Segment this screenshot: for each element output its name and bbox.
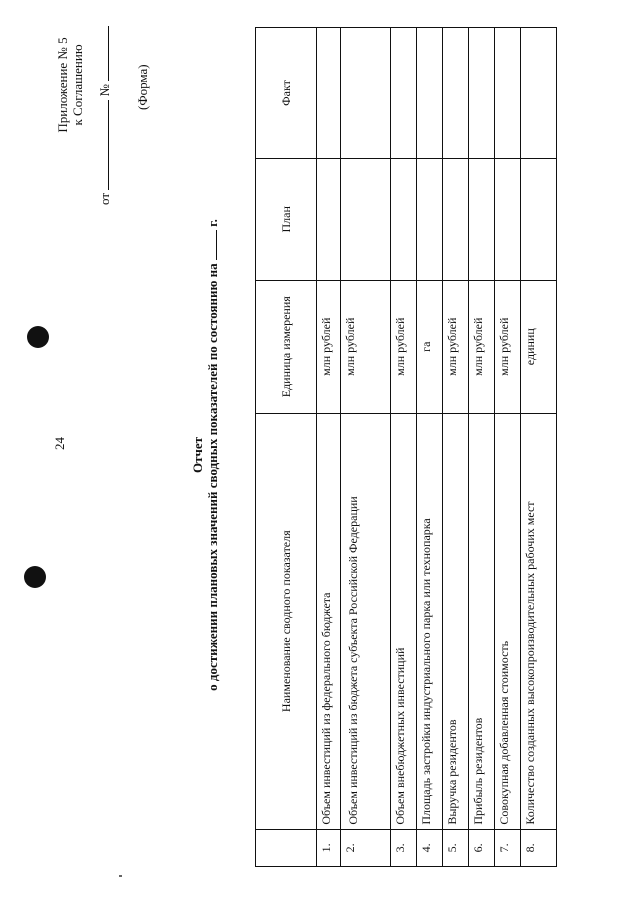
report-title bbox=[190, 155, 220, 755]
table-row bbox=[443, 28, 469, 867]
row-plan bbox=[417, 158, 443, 280]
table-row bbox=[341, 28, 391, 867]
report-year-suffix: г. bbox=[205, 219, 220, 227]
row-number: 4. bbox=[417, 829, 443, 866]
header-unit: Единица измерения bbox=[256, 280, 317, 413]
row-fact bbox=[317, 28, 341, 159]
row-number: 7. bbox=[495, 829, 521, 866]
row-plan bbox=[317, 158, 341, 280]
row-fact bbox=[469, 28, 495, 159]
row-fact bbox=[417, 28, 443, 159]
row-unit: млн рублей bbox=[443, 280, 469, 413]
row-plan bbox=[341, 158, 391, 280]
row-number: 6. bbox=[469, 829, 495, 866]
row-name: Объем инвестиций из федерального бюджета bbox=[317, 413, 341, 829]
form-label: (Форма) bbox=[135, 64, 150, 110]
report-date-blank bbox=[205, 230, 217, 260]
table-row bbox=[495, 28, 521, 867]
report-subtitle: о достижении плановых значений сводных показателей по состоянию на bbox=[205, 263, 220, 691]
annex-date-number-line bbox=[97, 5, 113, 205]
row-name: Совокупная добавленная стоимость bbox=[495, 413, 521, 829]
table-row bbox=[469, 28, 495, 867]
from-label: от bbox=[97, 192, 112, 205]
row-plan bbox=[469, 158, 495, 280]
annex-agreement: к Соглашению bbox=[70, 44, 85, 126]
date-blank bbox=[97, 100, 109, 190]
row-plan bbox=[521, 158, 557, 280]
annex-header bbox=[55, 5, 85, 165]
row-name: Количество созданных высокопроизводительных рабочих мест bbox=[521, 413, 557, 829]
row-fact bbox=[391, 28, 417, 159]
table-row bbox=[521, 28, 557, 867]
table-header-row bbox=[256, 28, 317, 867]
number-label: № bbox=[97, 84, 112, 97]
row-name: Площадь застройки индустриального парка или технопарка bbox=[417, 413, 443, 829]
row-name: Объем инвестиций из бюджета субъекта Российской Федерации bbox=[341, 413, 391, 829]
row-unit: млн рублей bbox=[495, 280, 521, 413]
row-fact bbox=[443, 28, 469, 159]
header-plan: План bbox=[256, 158, 317, 280]
row-number: 5. bbox=[443, 829, 469, 866]
table-row bbox=[417, 28, 443, 867]
report-title-line2 bbox=[205, 155, 220, 755]
page-number: 24 bbox=[52, 437, 67, 450]
row-number: 1. bbox=[317, 829, 341, 866]
row-unit: единиц bbox=[521, 280, 557, 413]
row-name: Выручка резидентов bbox=[443, 413, 469, 829]
row-unit: млн рублей bbox=[317, 280, 341, 413]
row-plan bbox=[391, 158, 417, 280]
row-unit: га bbox=[417, 280, 443, 413]
header-fact: Факт bbox=[256, 28, 317, 159]
report-title-line1: Отчет bbox=[190, 437, 205, 473]
row-fact bbox=[521, 28, 557, 159]
row-unit: млн рублей bbox=[391, 280, 417, 413]
row-name: Прибыль резидентов bbox=[469, 413, 495, 829]
header-name: Наименование сводного показателя bbox=[256, 413, 317, 829]
row-fact bbox=[495, 28, 521, 159]
annex-title: Приложение № 5 bbox=[55, 37, 70, 133]
row-number: 2. bbox=[341, 829, 391, 866]
number-blank bbox=[97, 26, 109, 81]
row-number: 3. bbox=[391, 829, 417, 866]
indicators-table bbox=[255, 27, 557, 867]
row-unit: млн рублей bbox=[341, 280, 391, 413]
row-unit: млн рублей bbox=[469, 280, 495, 413]
table-row bbox=[317, 28, 341, 867]
row-number: 8. bbox=[521, 829, 557, 866]
header-num bbox=[256, 829, 317, 866]
row-fact bbox=[341, 28, 391, 159]
row-name: Объем внебюджетных инвестиций bbox=[391, 413, 417, 829]
row-plan bbox=[495, 158, 521, 280]
table-row bbox=[391, 28, 417, 867]
row-plan bbox=[443, 158, 469, 280]
